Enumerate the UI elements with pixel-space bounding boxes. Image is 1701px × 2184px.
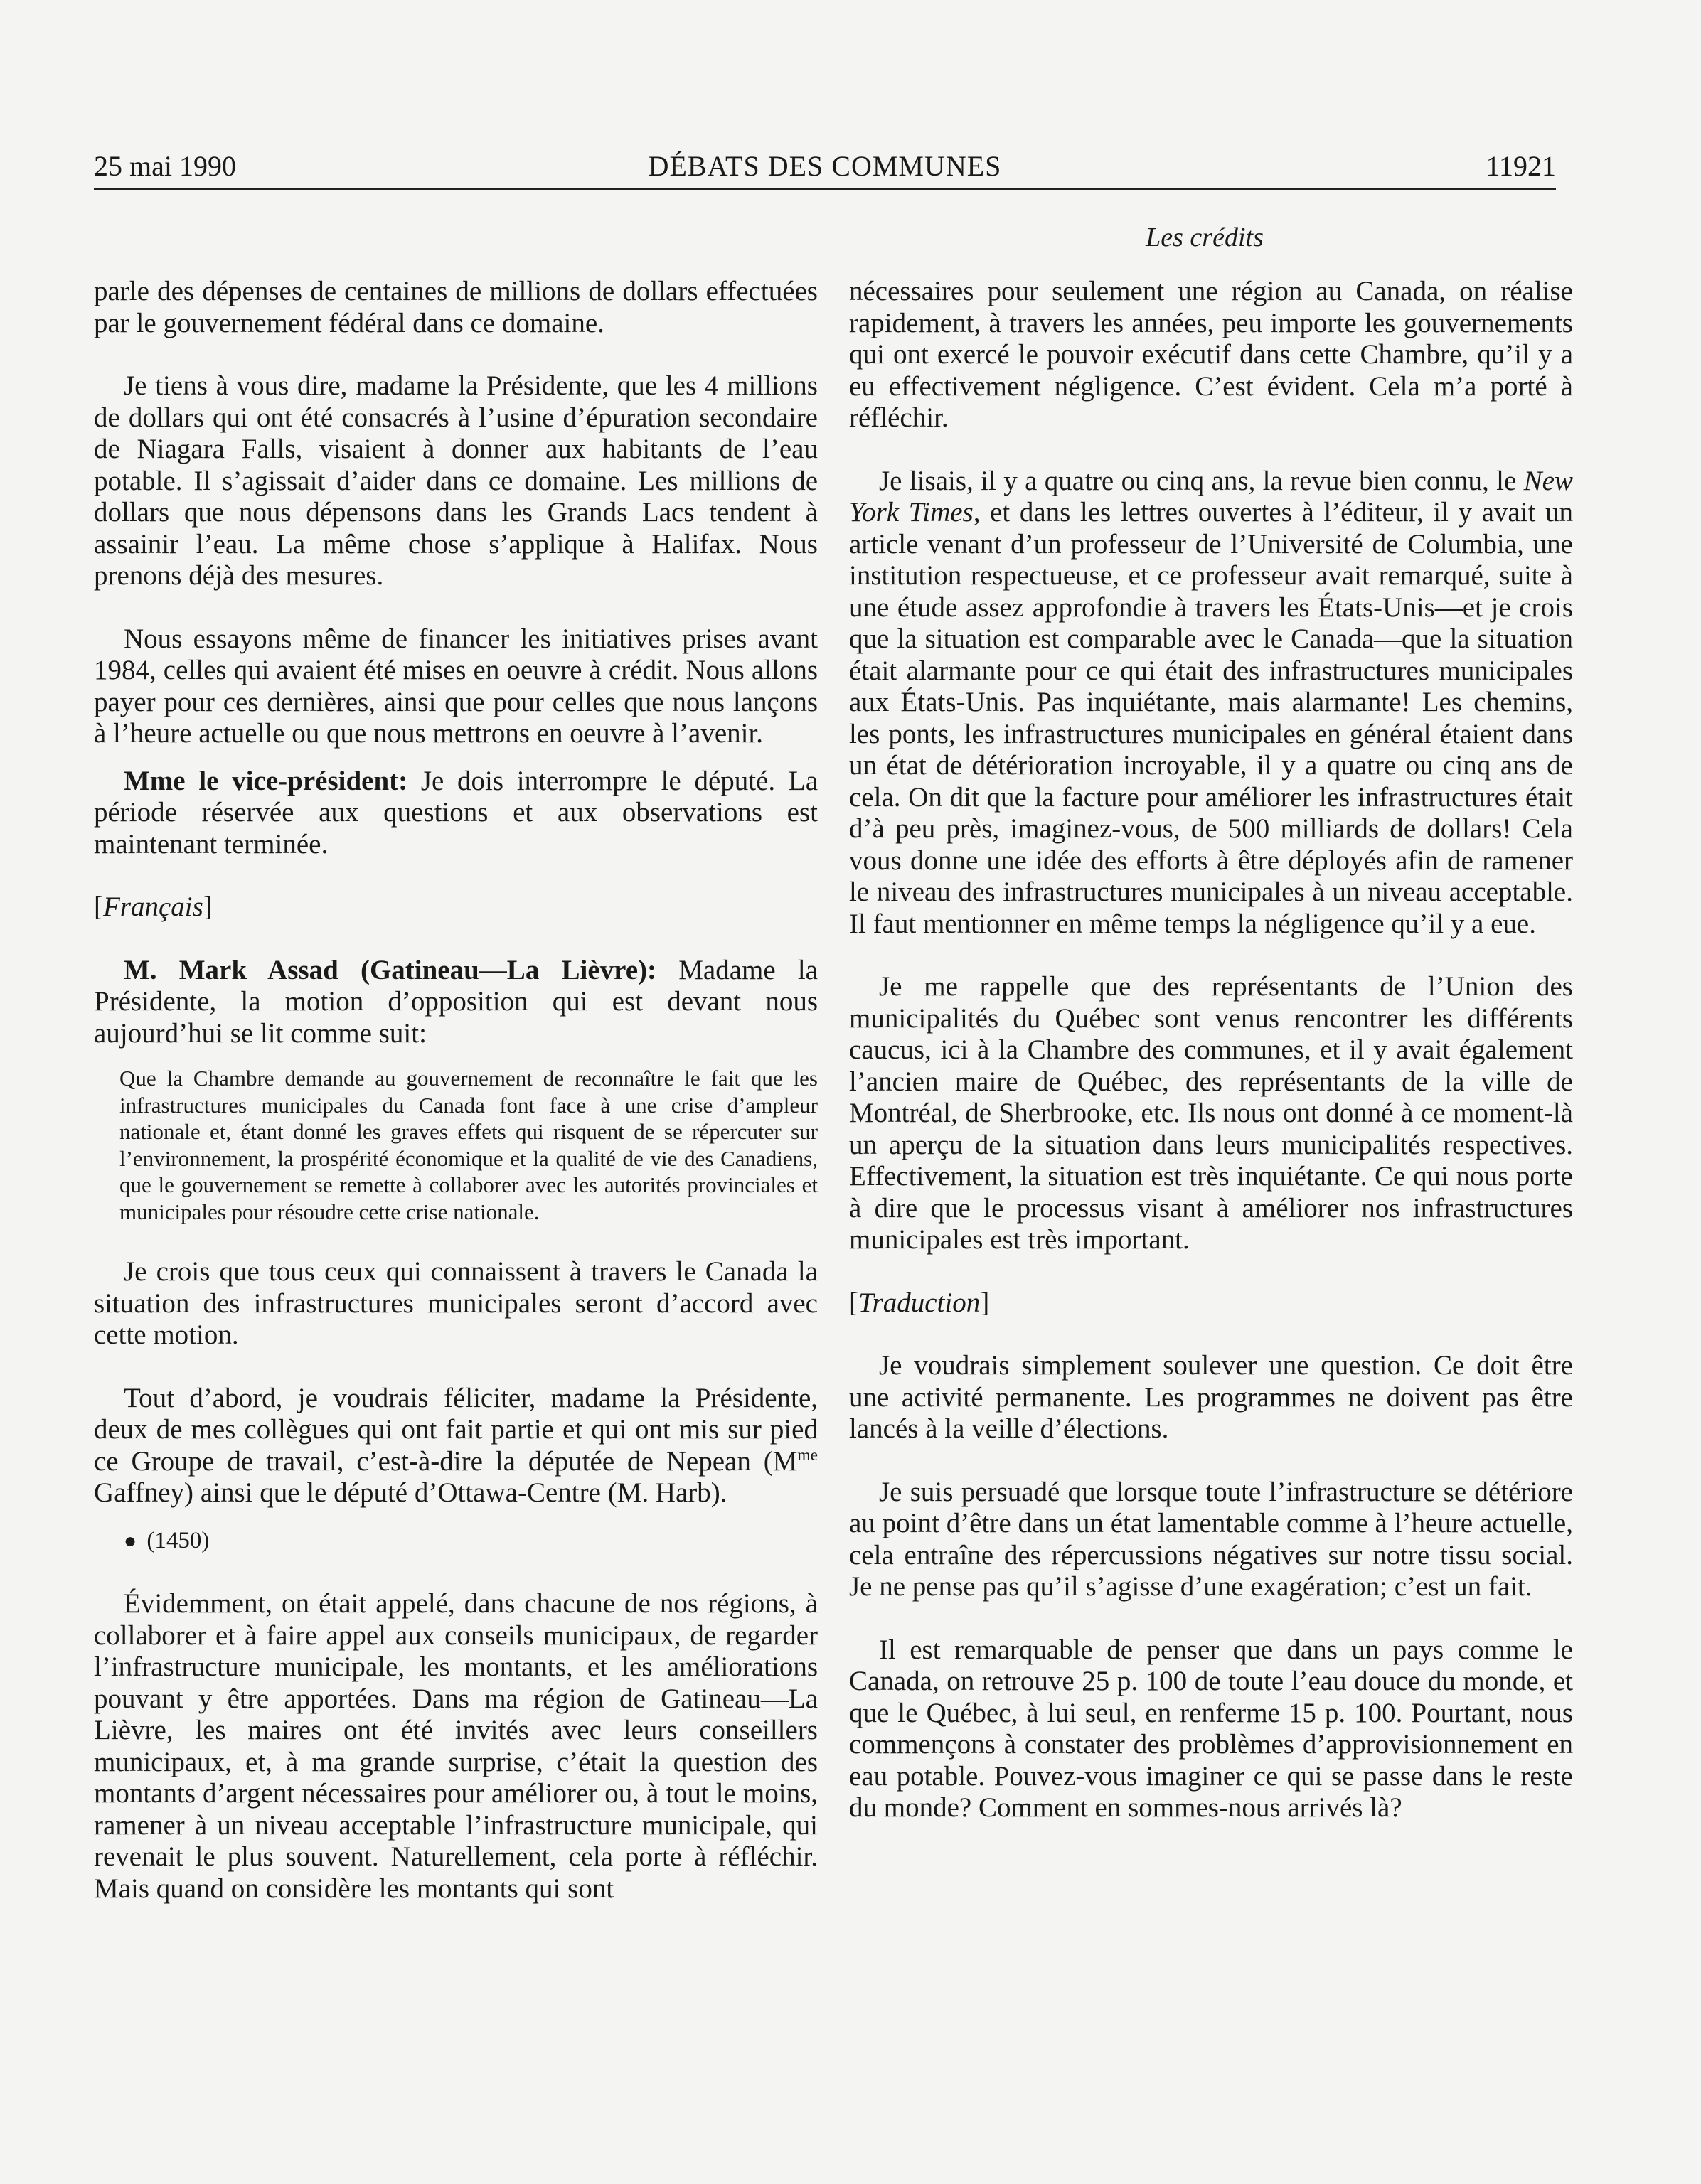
speaker-name: Mme le vice-président: (124, 765, 408, 796)
motion-quote (94, 1065, 818, 1225)
speaker-name: M. Mark Assad (Gatineau—La Lièvre): (124, 954, 657, 985)
speaker-paragraph (94, 766, 818, 861)
page-header (94, 146, 1556, 186)
header-title: DÉBATS DES COMMUNES (648, 150, 1002, 182)
paragraph: nécessaires pour seulement une région au Canada, on réalise rapidement, à travers les années, peu importe les gouvernements qui ont exercé le pouvoir exécutif dans cette Chambre, qu’il y a eu effectivement négligence. C’est évident. Cela m’a porté à réfléchir. (849, 276, 1573, 433)
paragraph: parle des dépenses de centaines de millions de dollars effectuées par le gouvernement fédéral dans ce domaine. (94, 276, 818, 338)
left-column (94, 276, 818, 1936)
page-number: 11921 (1486, 150, 1556, 182)
publication-title: New York Times (849, 465, 1573, 528)
paragraph (849, 466, 1573, 941)
language-label: Traduction (858, 1287, 981, 1318)
timestamp-text: (1450) (146, 1527, 210, 1553)
speaker-paragraph (94, 955, 818, 1050)
paragraph: Je voudrais simplement soulever une question. Ce doit être une activité permanente. Les programmes ne doivent pas être lancés à la veille d’élections. (849, 1350, 1573, 1444)
right-column (849, 276, 1573, 1856)
paragraph: Je me rappelle que des représentants de l’Union des municipalités du Québec sont venus rencontrer les différents caucus, ici à la Chambre des communes, et il y avait également l’ancien maire de Québec, des représentants de la ville de Montréal, de Sherbrooke, etc. Ils nous ont donné à ce moment-là un aperçu de la situation dans leurs municipalités respectives. Effectivement, la situation est très inquiétante. Ce qui nous porte à dire que le processus visant à améliorer nos infrastructures municipales est très important. (849, 971, 1573, 1255)
paragraph: Évidemment, on était appelé, dans chacune de nos régions, à collaborer et à faire appel aux conseils municipaux, de regarder l’infrastructure municipale, les montants, et les améliorations pouvant y être apportées. Dans ma région de Gatineau—La Lièvre, les maires ont été invités avec leurs conseillers municipaux, et, à ma grande surprise, c’était la question des montants d’argent nécessaires pour améliorer ou, à tout le moins, ramener à un niveau acceptable l’infrastructure municipale, qui revenait le plus souvent. Naturellement, cela porte à réfléchir. Mais quand on considère les montants qui sont (94, 1588, 818, 1904)
running-head: Les crédits (1146, 223, 1264, 252)
text-run: , et dans les lettres ouvertes à l’éditeur, il y avait un article venant d’un professeur de l’Université de Columbia, une institution respectueuse, et ce professeur avait remarqué, suite à une étude assez approfondie à travers les États-Unis—et je crois que la situation est comparable avec le Canada—que la situation était alarmante pour ce qui était des infrastructures municipales aux États-Unis. Pas inquiétante, mais alarmante! Les chemins, les ponts, les infrastructures municipales en général étaient dans un état de détérioration incroyable, il y a quatre ou cinq ans de cela. On dit que la facture pour améliorer les infrastructures était d’à peu près, imaginez-vous, de 500 milliards de dollars! Cela vous donne une idée des efforts à être déployés afin de ramener le niveau des infrastructures municipales à un niveau acceptable. Il faut mentionner en même temps la négligence qu’il y a eue. (849, 497, 1574, 939)
quote-text: Que la Chambre demande au gouvernement de reconnaître le fait que les infrastructures municipales du Canada font face à une crise d’ampleur nationale et, étant donné les graves effets qui risquent de se répercuter sur l’environnement, la prospérité économique et la qualité de vie des Canadiens, que le gouvernement se remette à collaborer avec les autorités provinciales et municipales pour résoudre cette crise nationale. (119, 1066, 818, 1224)
language-marker: [Français] (94, 892, 213, 922)
paragraph (94, 1383, 818, 1509)
header-rule (94, 188, 1556, 190)
text-run: Tout d’abord, je voudrais féliciter, madame la Présidente, deux de mes collègues qui ont fait partie et qui ont mis sur pied ce Groupe de travail, c’est-à-dire la députée de Nepean (M (94, 1382, 818, 1477)
timestamp (94, 1525, 818, 1558)
header-date: 25 mai 1990 (94, 150, 236, 182)
paragraph: Je tiens à vous dire, madame la Présidente, que les 4 millions de dollars qui ont été consacrés à l’usine d’épuration secondaire de Niagara Falls, visaient à donner aux habitants de l’eau potable. Il s’agissait d’aider dans ce domaine. Les millions de dollars que nous dépensons dans les Grands Lacs tendent à assainir l’eau. La même chose s’applique à Halifax. Nous prenons déjà des mesures. (94, 370, 818, 591)
bullet-icon: ● (124, 1529, 137, 1553)
language-label: Français (103, 892, 203, 922)
text-run: Gaffney) ainsi que le député d’Ottawa-Centre (M. Harb). (94, 1477, 727, 1508)
speech-text: Je dois interrompre le député. La période réservée aux questions et aux observations est maintenant terminée. (94, 765, 818, 860)
paragraph: Nous essayons même de financer les initiatives prises avant 1984, celles qui avaient été mises en oeuvre à crédit. Nous allons payer pour ces dernières, ainsi que pour celles que nous lançons à l’heure actuelle ou que nous mettrons en oeuvre à l’avenir. (94, 623, 818, 749)
speech-text: Madame la Présidente, la motion d’opposition qui est devant nous aujourd’hui se lit comme suit: (94, 954, 818, 1049)
paragraph: Je suis persuadé que lorsque toute l’infrastructure se détériore au point d’être dans un état lamentable comme à l’heure actuelle, cela entraîne des répercussions négatives sur notre tissu social. Je ne pense pas qu’il s’agisse d’une exagération; c’est un fait. (849, 1476, 1573, 1602)
paragraph: Je crois que tous ceux qui connaissent à travers le Canada la situation des infrastructures municipales seront d’accord avec cette motion. (94, 1256, 818, 1350)
language-marker: [Traduction] (849, 1287, 990, 1318)
paragraph: Il est remarquable de penser que dans un pays comme le Canada, on retrouve 25 p. 100 de toute l’eau douce du monde, et que le Québec, à lui seul, en renferme 15 p. 100. Pourtant, nous commençons à constater des problèmes d’approvisionnement en eau potable. Pouvez-vous imaginer ce qui se passe dans le reste du monde? Comment en sommes-nous arrivés là? (849, 1634, 1573, 1823)
superscript: me (797, 1445, 818, 1465)
text-run: Je lisais, il y a quatre ou cinq ans, la revue bien connu, le (879, 465, 1524, 496)
